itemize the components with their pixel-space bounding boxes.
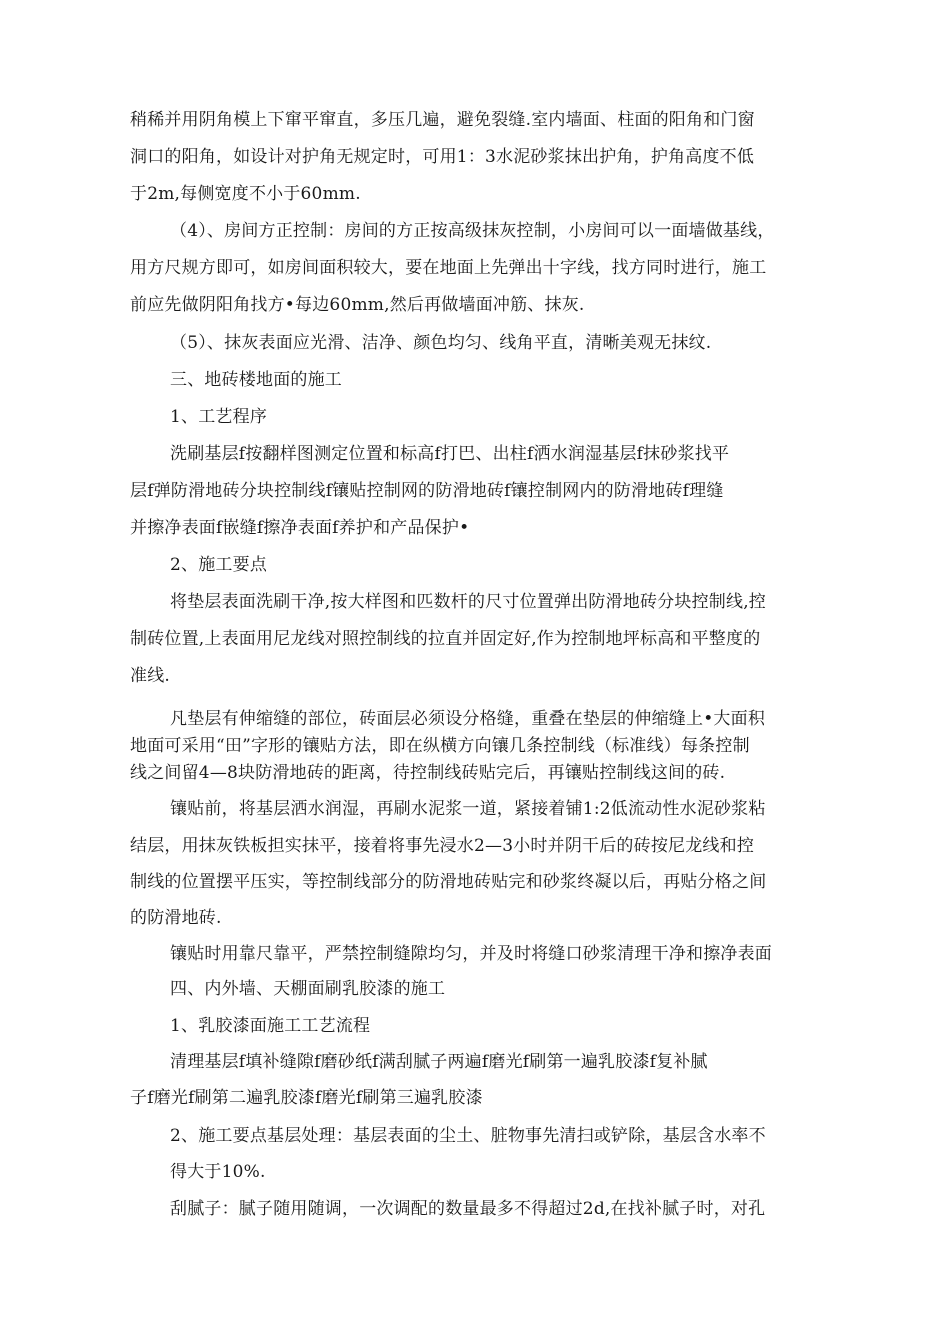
text-line: 镶贴前，将基层洒水润湿，再刷水泥浆一道，紧接着铺1:2低流动性水泥砂浆粘 bbox=[170, 799, 766, 819]
text-line: 层f弹防滑地砖分块控制线f镶贴控制网的防滑地砖f镶控制网内的防滑地砖f理缝 bbox=[130, 481, 724, 501]
section-heading: 三、地砖楼地面的施工 bbox=[170, 370, 342, 390]
text-line: 稍稀并用阴角模上下窜平窜直，多压几遍，避免裂缝.室内墙面、柱面的阳角和门窗 bbox=[130, 110, 755, 130]
text-line: 地面可采用“田”字形的镶贴方法，即在纵横方向镶几条控制线（标准线）每条控制 bbox=[130, 736, 750, 756]
text-line: 镶贴时用靠尺靠平，严禁控制缝隙均匀，并及时将缝口砂浆清理干净和擦净表面 bbox=[170, 944, 772, 964]
text-line: 洗刷基层f按翻样图测定位置和标高f打巴、出柱f洒水润湿基层f抹砂浆找平 bbox=[170, 444, 730, 464]
text-line: 得大于10%. bbox=[170, 1162, 266, 1182]
text-line: 前应先做阴阳角找方•每边60mm,然后再做墙面冲筋、抹灰. bbox=[130, 295, 585, 315]
text-line: 的防滑地砖. bbox=[130, 908, 222, 928]
text-line: 并擦净表面f嵌缝f擦净表面f养护和产品保护• bbox=[130, 518, 470, 538]
text-line: 制砖位置,上表面用尼龙线对照控制线的拉直并固定好,作为控制地坪标高和平整度的 bbox=[130, 629, 761, 649]
text-line: 洞口的阳角，如设计对护角无规定时，可用1：3水泥砂浆抹出护角，护角高度不低 bbox=[130, 147, 755, 167]
text-line: （5）、抹灰表面应光滑、洁净、颜色均匀、线角平直，清晰美观无抹纹. bbox=[170, 333, 712, 353]
text-line: 于2m,每侧宽度不小于60mm. bbox=[130, 184, 361, 204]
text-line: 线之间留4—8块防滑地砖的距离，待控制线砖贴完后，再镶贴控制线这间的砖. bbox=[130, 763, 726, 783]
text-line: 用方尺规方即可，如房间面积较大，要在地面上先弹出十字线，找方同时进行，施工 bbox=[130, 258, 767, 278]
text-line: 准线. bbox=[130, 666, 171, 686]
text-line: 将垫层表面洗刷干净,按大样图和匹数杆的尺寸位置弹出防滑地砖分块控制线,控 bbox=[170, 592, 767, 612]
text-line: 结层，用抹灰铁板担实抹平，接着将事先浸水2—3小时并阴干后的砖按尼龙线和控 bbox=[130, 836, 755, 856]
text-line: 凡垫层有伸缩缝的部位，砖面层必须设分格缝，重叠在垫层的伸缩缝上•大面积 bbox=[170, 709, 766, 729]
subsection-heading: 2、施工要点 bbox=[170, 555, 268, 575]
text-line: （4）、房间方正控制：房间的方正按高级抹灰控制，小房间可以一面墙做基线， bbox=[170, 221, 775, 241]
subsection-heading: 1、乳胶漆面施工工艺流程 bbox=[170, 1016, 371, 1036]
text-line: 子f磨光f刷第二遍乳胶漆f磨光f刷第三遍乳胶漆 bbox=[130, 1088, 483, 1108]
text-line: 制线的位置摆平压实，等控制线部分的防滑地砖贴完和砂浆终凝以后，再贴分格之间 bbox=[130, 872, 767, 892]
text-line: 清理基层f填补缝隙f磨砂纸f满刮腻子两遍f磨光f刷第一遍乳胶漆f复补腻 bbox=[170, 1052, 708, 1072]
subsection-heading: 1、工艺程序 bbox=[170, 407, 268, 427]
section-heading: 四、内外墙、天棚面刷乳胶漆的施工 bbox=[170, 979, 446, 999]
text-line: 刮腻子：腻子随用随调，一次调配的数量最多不得超过2d,在找补腻子时，对孔 bbox=[170, 1199, 766, 1219]
text-line: 2、施工要点基层处理：基层表面的尘土、脏物事先清扫或铲除，基层含水率不 bbox=[170, 1126, 766, 1146]
